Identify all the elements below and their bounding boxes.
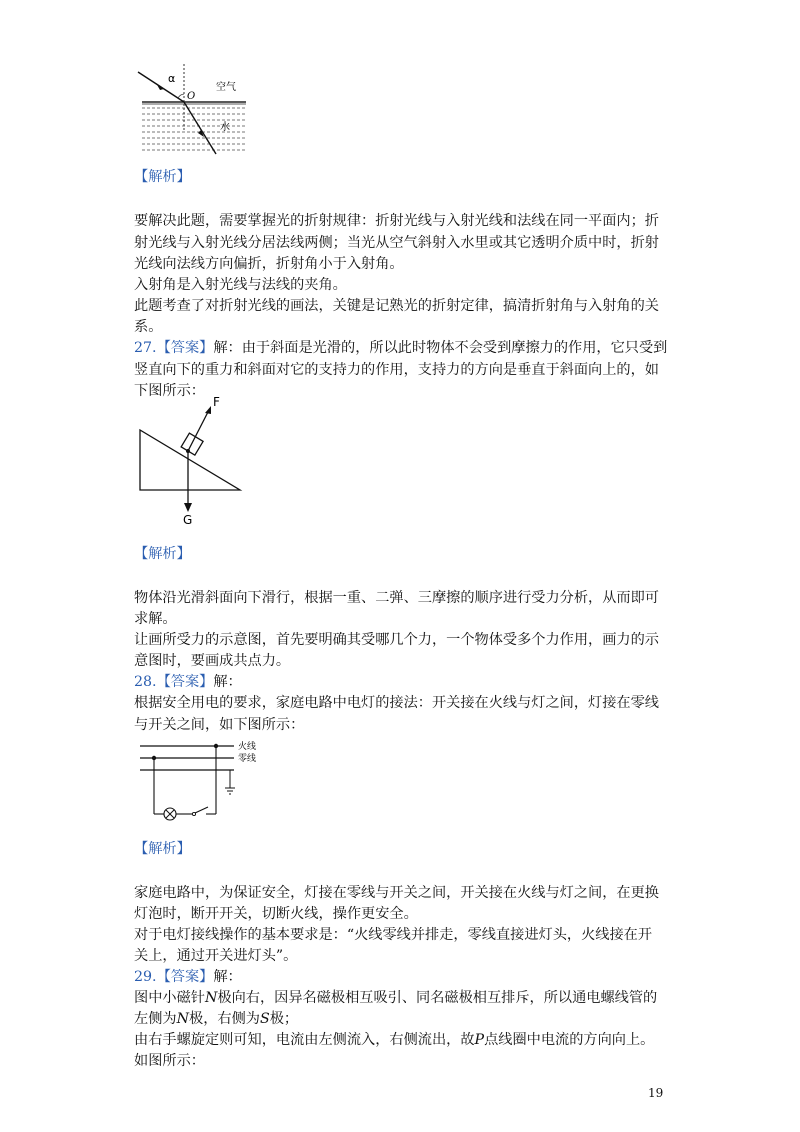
- q28-answer-line: [134, 673, 242, 691]
- q28-analysis-line: 对于电灯接线操作的基本要求是：“火线零线并排走，零线直接进灯头，火线接在开: [134, 927, 653, 943]
- water-label: 水: [220, 122, 230, 133]
- text-segment: 图中小磁针: [134, 990, 205, 1006]
- q26-analysis-line: 要解决此题，需要掌握光的折射规律：折射光线与入射光线和法线在同一平面内；折: [134, 213, 659, 229]
- q26-analysis-line: 射光线与入射光线分居法线两侧；当光从空气斜射入水里或其它透明介质中时，折射: [134, 235, 659, 251]
- q27-line: 下图所示：: [134, 383, 205, 399]
- q29-answer-line: [134, 968, 242, 986]
- angle-label: α: [168, 72, 176, 85]
- pole-symbol: S: [259, 1011, 270, 1027]
- force-f-label: F: [213, 395, 220, 409]
- q26-analysis-line: 此题考查了对折射光线的画法，关键是记熟光的折射定律，搞清折射角与入射角的关: [134, 298, 659, 314]
- q28-analysis-line: 家庭电路中，为保证安全，灯接在零线与开关之间，开关接在火线与灯之间，在更换: [134, 885, 659, 901]
- q26-analysis-line: 系。: [134, 319, 163, 335]
- q29-line: [134, 1031, 654, 1049]
- analysis-heading: 【解析】: [134, 546, 191, 562]
- q27-analysis-line: 求解。: [134, 611, 177, 627]
- q28-line: 与开关之间，如下图所示：: [134, 717, 305, 733]
- q28-lead: 解：: [213, 674, 242, 690]
- q28-line: 根据安全用电的要求，家庭电路中电灯的接法：开关接在火线与灯之间，灯接在零线: [134, 695, 659, 711]
- analysis-heading: 【解析】: [134, 169, 191, 185]
- q27-line: 竖直向下的重力和斜面对它的支持力的作用，支持力的方向是垂直于斜面向上的，如: [134, 362, 659, 378]
- force-g-label: G: [183, 513, 193, 527]
- neutral-wire-label: 零线: [238, 754, 257, 764]
- q29-lead: 解：: [213, 969, 242, 985]
- live-wire-label: 火线: [238, 742, 257, 752]
- analysis-heading: 【解析】: [134, 841, 191, 857]
- pole-symbol: N: [176, 1011, 189, 1027]
- refraction-figure: [134, 62, 252, 158]
- text-segment: 由右手螺旋定则可知，电流由左侧流入，右侧流出，故: [134, 1032, 475, 1048]
- answer-tag: 【答案】: [156, 340, 214, 356]
- q27-answer-line: [134, 339, 667, 357]
- answer-tag: 【答案】: [156, 674, 214, 690]
- air-label: 空气: [216, 82, 236, 93]
- q26-analysis-line: 入射角是入射光线与法线的夹角。: [134, 277, 347, 293]
- incline-force-figure: [134, 392, 254, 532]
- text-segment: 点线圈中电流的方向向上。: [484, 1032, 655, 1048]
- q27-number: 27.: [134, 340, 157, 356]
- text-segment: 左侧为: [134, 1011, 177, 1027]
- q27-analysis-line: 物体沿光滑斜面向下滑行，根据一重、二弹、三摩擦的顺序进行受力分析，从而即可: [134, 590, 659, 606]
- text-segment: 极，右侧为: [189, 1011, 260, 1027]
- q28-number: 28.: [134, 674, 157, 690]
- q27-analysis-line: 意图时，要画成共点力。: [134, 653, 291, 669]
- point-symbol: P: [474, 1032, 485, 1048]
- q29-line: [134, 1010, 298, 1028]
- text-segment: 极向右，因异名磁极相互吸引、同名磁极相互排斥，所以通电螺线管的: [217, 990, 658, 1006]
- q29-line: 如图所示：: [134, 1053, 205, 1069]
- q28-analysis-line: 关上，通过开关进灯头”。: [134, 948, 298, 964]
- q28-analysis-line: 灯泡时，断开开关，切断火线，操作更安全。: [134, 906, 418, 922]
- q26-analysis-line: 光线向法线方向偏折，折射角小于入射角。: [134, 256, 404, 272]
- page-number: 19: [648, 1086, 664, 1100]
- q29-number: 29.: [134, 969, 157, 985]
- q29-line: [134, 989, 657, 1007]
- pole-symbol: N: [204, 990, 218, 1006]
- household-circuit-figure: [134, 738, 274, 828]
- q27-lead: 解：由于斜面是光滑的，所以此时物体不会受到摩擦力的作用，它只受到: [213, 340, 668, 356]
- q27-analysis-line: 让画所受力的示意图，首先要明确其受哪几个力，一个物体受多个力作用，画力的示: [134, 632, 659, 648]
- answer-tag: 【答案】: [156, 969, 214, 985]
- point-label: O: [187, 91, 196, 102]
- text-segment: 极；: [269, 1011, 299, 1027]
